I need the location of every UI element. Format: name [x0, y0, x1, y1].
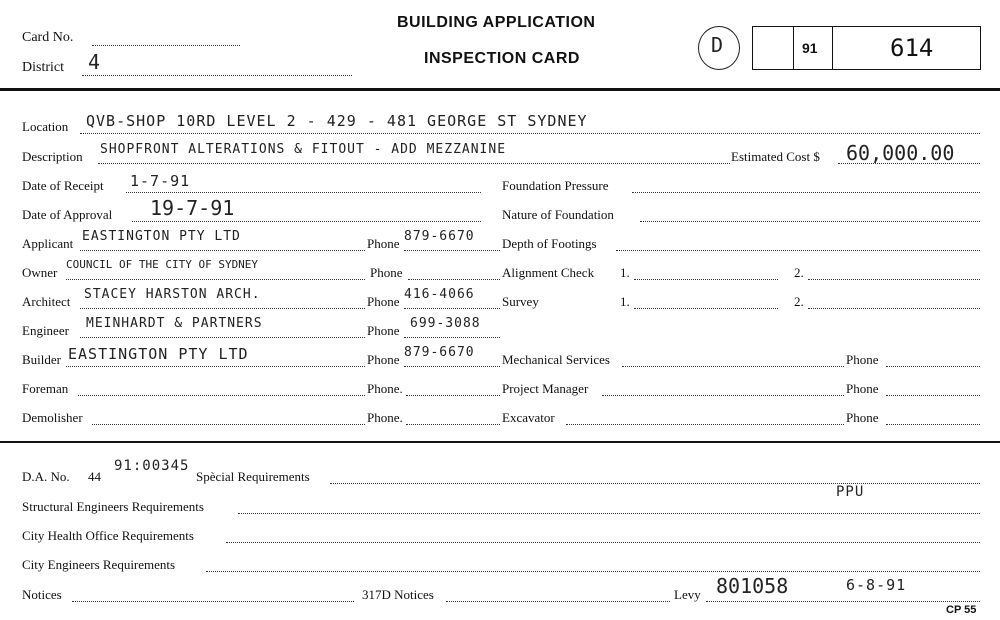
- survey-label: Survey: [502, 294, 539, 309]
- location-label: Location: [22, 119, 69, 134]
- applicant-phone-value: 879-6670: [404, 229, 475, 244]
- applicant-value: EASTINGTON PTY LTD: [82, 229, 241, 244]
- engineer-phone-field[interactable]: [404, 337, 500, 338]
- survey-field-2[interactable]: [808, 308, 980, 309]
- da-prefix: 44: [88, 469, 101, 484]
- foreman-label: Foreman: [22, 381, 69, 396]
- survey-field-1[interactable]: [634, 308, 778, 309]
- levy-label: Levy: [674, 587, 701, 602]
- levy-date: 6-8-91: [846, 576, 907, 594]
- notices-317d-label: 317D Notices: [362, 587, 434, 602]
- alignment-check-label: Alignment Check: [502, 265, 595, 280]
- location-value: QVB-SHOP 10RD LEVEL 2 - 429 - 481 GEORGE ST SYDNEY: [86, 112, 588, 130]
- applicant-phone-label: Phone: [367, 236, 400, 251]
- mechanical-field[interactable]: [622, 366, 844, 367]
- engineers-label: City Engineers Requirements: [22, 557, 176, 572]
- circled-mark: [698, 26, 740, 70]
- date-approval-value: 19-7-91: [150, 196, 235, 220]
- levy-field[interactable]: [706, 601, 980, 602]
- circled-mark-text: D: [711, 33, 724, 57]
- district-value: 4: [88, 50, 101, 74]
- notices-field[interactable]: [72, 601, 354, 602]
- form-title-line2: INSPECTION CARD: [424, 50, 580, 67]
- owner-phone-label: Phone: [370, 265, 403, 280]
- survey-num1: 1.: [620, 294, 630, 309]
- date-receipt-value: 1-7-91: [130, 172, 191, 190]
- mechanical-label: Mechanical Services: [502, 352, 610, 367]
- architect-value: STACEY HARSTON ARCH.: [84, 287, 261, 302]
- district-field[interactable]: [82, 75, 352, 76]
- notices-label: Notices: [22, 587, 62, 602]
- structural-label: Structural Engineers Requirements: [22, 499, 204, 514]
- estimated-cost-value: 60,000.00: [846, 141, 955, 165]
- engineer-value: MEINHARDT & PARTNERS: [86, 316, 263, 331]
- structural-field[interactable]: [238, 513, 980, 514]
- description-field[interactable]: [98, 163, 730, 164]
- mechanical-phone-label: Phone: [846, 352, 879, 367]
- excavator-phone-field[interactable]: [886, 424, 980, 425]
- mechanical-phone-field[interactable]: [886, 366, 980, 367]
- foreman-phone-label: Phone.: [367, 381, 403, 396]
- notices-317d-field[interactable]: [446, 601, 670, 602]
- engineer-field[interactable]: [80, 337, 365, 338]
- da-value: 91:00345: [114, 458, 190, 474]
- project-manager-label: Project Manager: [502, 381, 589, 396]
- foundation-pressure-label: Foundation Pressure: [502, 178, 609, 193]
- card-box-left: [752, 26, 794, 70]
- date-receipt-label: Date of Receipt: [22, 178, 104, 193]
- demolisher-label: Demolisher: [22, 410, 83, 425]
- alignment-check-field-2[interactable]: [808, 279, 980, 280]
- date-approval-label: Date of Approval: [22, 207, 113, 222]
- card-box-number: [832, 26, 981, 70]
- card-no-label: Card No.: [22, 30, 74, 45]
- health-field[interactable]: [226, 542, 980, 543]
- owner-value: COUNCIL OF THE CITY OF SYDNEY: [66, 258, 259, 271]
- engineer-phone-label: Phone: [367, 323, 400, 338]
- foreman-field[interactable]: [78, 395, 365, 396]
- middle-divider: [0, 441, 1000, 443]
- date-approval-field[interactable]: [132, 221, 481, 222]
- levy-value: 801058: [716, 574, 789, 598]
- owner-label: Owner: [22, 265, 58, 280]
- foundation-pressure-field[interactable]: [632, 192, 980, 193]
- location-field[interactable]: [80, 133, 980, 134]
- project-manager-phone-field[interactable]: [886, 395, 980, 396]
- date-receipt-field[interactable]: [126, 192, 481, 193]
- excavator-label: Excavator: [502, 410, 555, 425]
- applicant-field[interactable]: [80, 250, 365, 251]
- special-requirements-field[interactable]: [330, 483, 980, 484]
- engineer-phone-value: 699-3088: [410, 316, 481, 331]
- builder-label: Builder: [22, 352, 61, 367]
- architect-phone-label: Phone: [367, 294, 400, 309]
- card-no-field[interactable]: [92, 45, 240, 46]
- architect-phone-field[interactable]: [404, 308, 500, 309]
- project-manager-field[interactable]: [602, 395, 844, 396]
- card-box-prefix: [792, 26, 833, 70]
- survey-num2: 2.: [794, 294, 804, 309]
- form-title-line1: BUILDING APPLICATION: [397, 14, 596, 31]
- builder-phone-field[interactable]: [404, 366, 500, 367]
- nature-foundation-label: Nature of Foundation: [502, 207, 614, 222]
- engineers-field[interactable]: [206, 571, 980, 572]
- architect-phone-value: 416-4066: [404, 287, 475, 302]
- ppu-note: PPU: [836, 484, 865, 500]
- description-value: SHOPFRONT ALTERATIONS & FITOUT - ADD MEZZANINE: [100, 142, 507, 157]
- description-label: Description: [22, 149, 83, 164]
- form-code: CP 55: [946, 604, 977, 616]
- builder-phone-label: Phone: [367, 352, 400, 367]
- builder-phone-value: 879-6670: [404, 345, 475, 360]
- depth-footings-label: Depth of Footings: [502, 236, 597, 251]
- alignment-check-num1: 1.: [620, 265, 630, 280]
- demolisher-field[interactable]: [92, 424, 365, 425]
- project-manager-phone-label: Phone: [846, 381, 879, 396]
- owner-field[interactable]: [66, 279, 365, 280]
- excavator-phone-label: Phone: [846, 410, 879, 425]
- special-requirements-label: Spècial Requirements: [196, 469, 310, 484]
- applicant-phone-field[interactable]: [404, 250, 500, 251]
- applicant-label: Applicant: [22, 236, 74, 251]
- demolisher-phone-field[interactable]: [406, 424, 500, 425]
- estimated-cost-label: Estimated Cost $: [731, 149, 820, 164]
- top-divider: [0, 88, 1000, 91]
- depth-footings-field[interactable]: [616, 250, 980, 251]
- foreman-phone-field[interactable]: [406, 395, 500, 396]
- engineer-label: Engineer: [22, 323, 69, 338]
- nature-foundation-field[interactable]: [640, 221, 980, 222]
- demolisher-phone-label: Phone.: [367, 410, 403, 425]
- alignment-check-num2: 2.: [794, 265, 804, 280]
- health-label: City Health Office Requirements: [22, 528, 194, 543]
- da-no-label: D.A. No.: [22, 469, 70, 484]
- architect-label: Architect: [22, 294, 71, 309]
- card-number: 614: [890, 34, 934, 62]
- card-box-prefix-text: 91: [802, 40, 818, 56]
- builder-value: EASTINGTON PTY LTD: [68, 345, 249, 363]
- architect-field[interactable]: [80, 308, 365, 309]
- excavator-field[interactable]: [566, 424, 844, 425]
- owner-phone-field[interactable]: [408, 279, 500, 280]
- district-label: District: [22, 60, 64, 75]
- builder-field[interactable]: [66, 366, 365, 367]
- alignment-check-field-1[interactable]: [634, 279, 778, 280]
